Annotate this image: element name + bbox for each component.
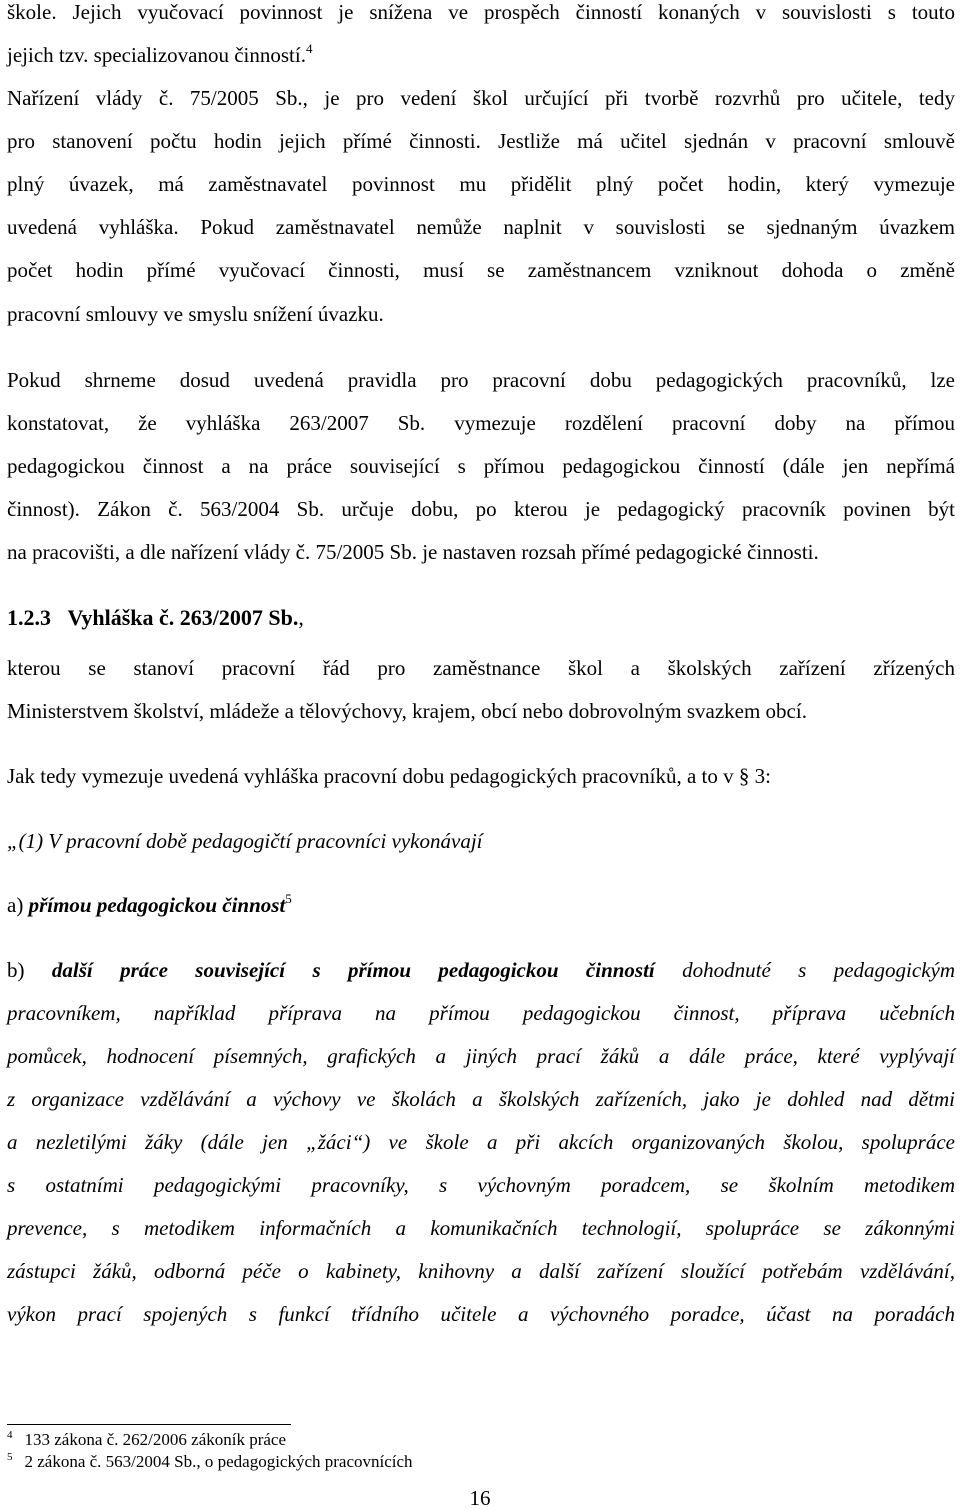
footnote-text: 2 zákona č. 563/2004 Sb., o pedagogických pracovnících xyxy=(24,1452,413,1471)
paragraph-line: na pracovišti, a dle nařízení vlády č. 75/2005 Sb. je nastaven rozsah přímé pedagogické činnosti. xyxy=(7,540,819,564)
paragraph-line: konstatovat, že vyhláška 263/2007 Sb. vymezuje rozdělení pracovní doby na přímou xyxy=(7,411,955,435)
paragraph-line: Ministerstvem školství, mládeže a tělovýchovy, krajem, obcí nebo dobrovolným svazkem obcí. xyxy=(7,699,807,723)
section-title: Vyhláška č. 263/2007 Sb. xyxy=(67,605,299,630)
quote-item-b xyxy=(7,958,955,982)
item-text: dohodnuté s pedagogickým xyxy=(654,958,955,982)
paragraph-line: plný úvazek, má zaměstnavatel povinnost mu přidělit plný počet hodin, který vymezuje xyxy=(7,172,955,196)
quote-line: pomůcek, hodnocení písemných, grafických a jiných prací žáků a dále práce, které vyplývají xyxy=(7,1044,955,1068)
item-prefix: a) xyxy=(7,893,29,917)
quote-line: výkon prací spojených s funkcí třídního učitele a výchovného poradce, účast na poradách xyxy=(7,1302,955,1326)
footnote-mark: 4 xyxy=(7,1429,13,1441)
footnote-ref: 4 xyxy=(305,41,313,56)
item-prefix: b) xyxy=(7,958,52,982)
paragraph-line: Nařízení vlády č. 75/2005 Sb., je pro vedení škol určující při tvorbě rozvrhů pro učitele, tedy xyxy=(7,86,955,110)
section-heading xyxy=(7,606,304,630)
heading-trail: , xyxy=(298,605,304,630)
footnote xyxy=(7,1430,286,1450)
quote-line: s ostatními pedagogickými pracovníky, s výchovným poradcem, se školním metodikem xyxy=(7,1173,955,1197)
quote-item-a xyxy=(7,893,292,917)
footnote-separator xyxy=(7,1424,291,1425)
paragraph-line: pro stanovení počtu hodin jejich přímé činnosti. Jestliže má učitel sjednán v pracovní smlouvě xyxy=(7,129,955,153)
footnote xyxy=(7,1452,413,1472)
paragraph-line: Jak tedy vymezuje uvedená vyhláška pracovní dobu pedagogických pracovníků, a to v § 3: xyxy=(7,764,771,788)
paragraph-line: činnost). Zákon č. 563/2004 Sb. určuje dobu, po kterou je pedagogický pracovník povinen být xyxy=(7,497,955,521)
page-number: 16 xyxy=(469,1486,491,1510)
paragraph-line: pedagogickou činnost a na práce související s přímou pedagogickou činností (dále jen nepřímá xyxy=(7,454,955,478)
section-number: 1.2.3 xyxy=(7,605,51,630)
footnote-mark: 5 xyxy=(7,1451,13,1463)
paragraph-line: kterou se stanoví pracovní řád pro zaměstnance škol a školských zařízení zřízených xyxy=(7,656,955,680)
paragraph-text: jejich tzv. specializovanou činností. xyxy=(7,43,306,67)
paragraph-line: Pokud shrneme dosud uvedená pravidla pro pracovní dobu pedagogických pracovníků, lze xyxy=(7,368,955,392)
paragraph-line: počet hodin přímé vyučovací činnosti, musí se zaměstnancem vzniknout dohoda o změně xyxy=(7,258,955,282)
paragraph-line xyxy=(7,43,312,67)
item-bold-text: přímou pedagogickou činnost xyxy=(28,893,286,917)
paragraph-line: uvedená vyhláška. Pokud zaměstnavatel nemůže naplnit v souvislosti se sjednaným úvazkem xyxy=(7,215,955,239)
quote-line: pracovníkem, například příprava na přímou pedagogickou činnost, příprava učebních xyxy=(7,1001,955,1025)
quote-line: a nezletilými žáky (dále jen „žáci“) ve škole a při akcích organizovaných školou, spolupráce xyxy=(7,1130,955,1154)
paragraph-line: škole. Jejich vyučovací povinnost je snížena ve prospěch činností konaných v souvislosti s touto xyxy=(7,0,955,24)
item-bold-text: další práce související s přímou pedagogickou činností xyxy=(51,958,655,982)
paragraph-line: pracovní smlouvy ve smyslu snížení úvazku. xyxy=(7,302,384,326)
footnote-ref: 5 xyxy=(285,891,292,906)
quote-line: z organizace vzdělávání a výchovy ve školách a školských zařízeních, jako je dohled nad dětmi xyxy=(7,1087,955,1111)
quote-line: prevence, s metodikem informačních a komunikačních technologií, spolupráce se zákonnými xyxy=(7,1216,955,1240)
quote-line: zástupci žáků, odborná péče o kabinety, knihovny a další zařízení sloužící potřebám vzdělávání, xyxy=(7,1259,955,1283)
footnote-text: 133 zákona č. 262/2006 zákoník práce xyxy=(24,1430,287,1449)
quote-line: „(1) V pracovní době pedagogičtí pracovníci vykonávají xyxy=(7,829,483,853)
